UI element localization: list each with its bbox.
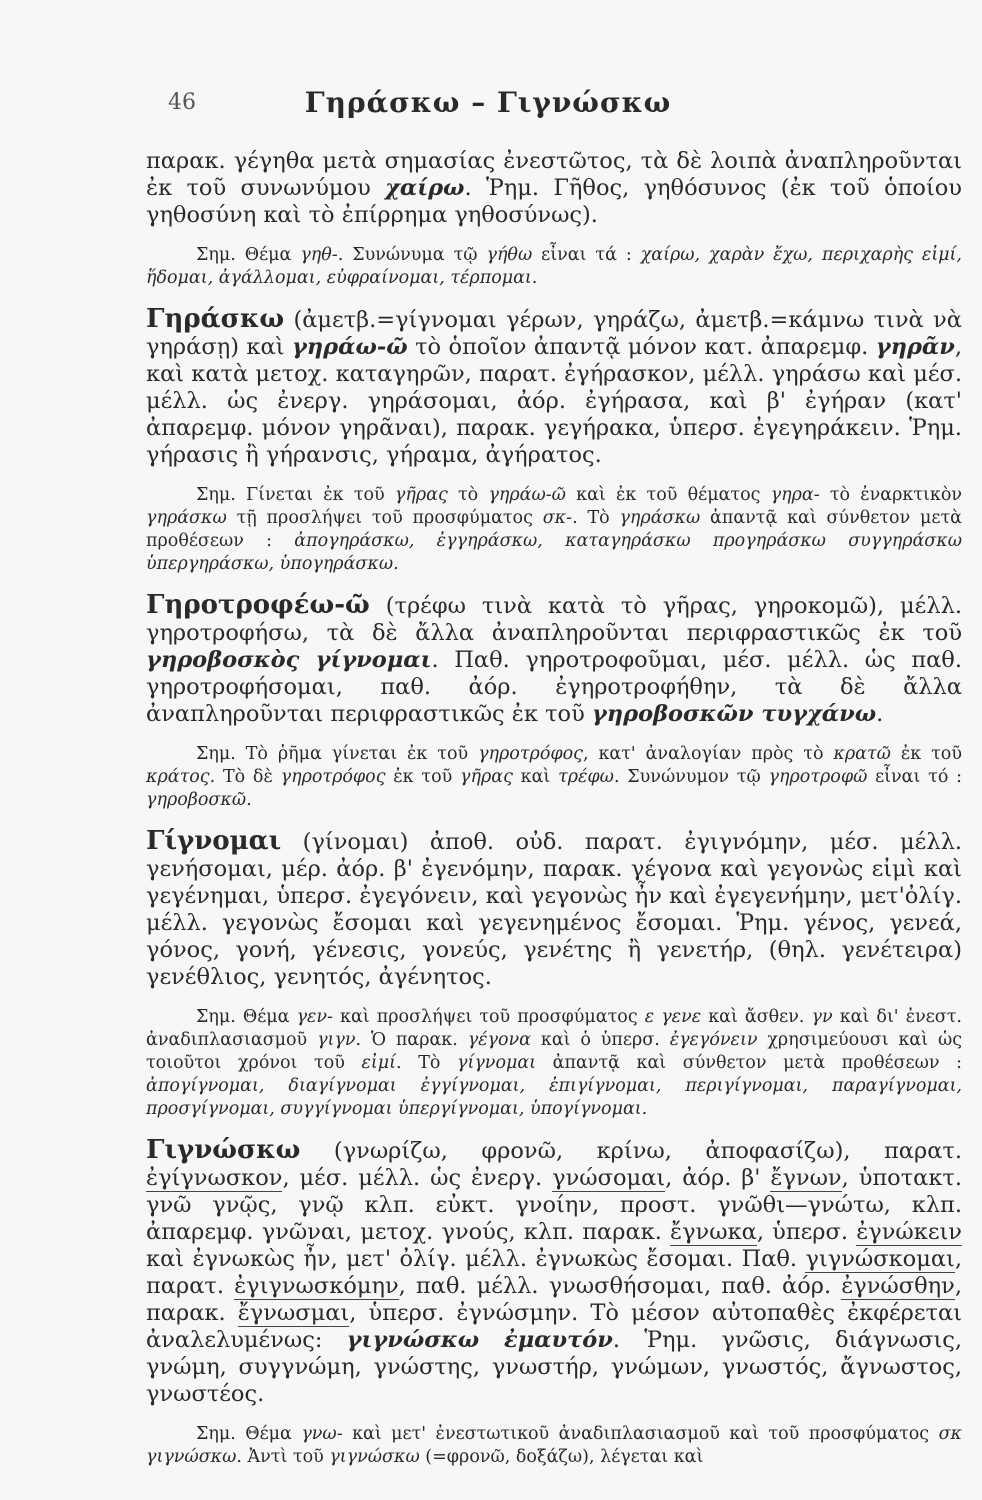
text-run: καὶ ἄσθεν.: [701, 1007, 812, 1027]
headword: Γιγνώσκω: [146, 1135, 301, 1165]
underlined-form: γιγνώσκομαι: [805, 1246, 955, 1272]
italic-term: σκ-: [542, 508, 573, 528]
note-paragraph: [146, 1006, 962, 1121]
text-run: , ἀόρ. β': [665, 1165, 771, 1191]
text-run: . Ῥημ. γνῶσις, διάγνωσις, γνώμη, συγγνώμη, γνώστης, γνωστήρ, γνώμων, γνωστός, ἄγνωστος, γνωστέος.: [146, 1327, 963, 1407]
italic-term: γηράσκω: [619, 508, 701, 528]
entry-paragraph: [146, 828, 962, 991]
italic-term: γιγν: [317, 1030, 356, 1050]
italic-term: γέγονα: [467, 1030, 531, 1050]
italic-term: γιγνώσκω: [329, 1447, 420, 1467]
italic-term: γηράω-ῶ: [488, 485, 566, 505]
note-paragraph: [146, 1423, 962, 1469]
text-run: καὶ δι' ἐνεστ. ἀναδιπλασιασμοῦ: [146, 1007, 962, 1050]
text-run: , μέσ. μέλλ. ὡς ἐνεργ.: [282, 1165, 553, 1191]
text-run: , παρακ.: [146, 1273, 962, 1326]
italic-term: γν: [811, 1007, 833, 1027]
text-run: (γίνομαι) ἀποθ. οὐδ. παρατ. ἐγιγνόμην, μέσ. μέλλ. γενήσομαι, μέρ. ἀόρ. β' ἐγενόμην, παρακ. γέγονα καὶ γεγονὼς εἰμὶ καὶ γεγένημαι, ὑπερσ. ἐγεγόνειν, καὶ γεγονὼς ἦν καὶ ἐγεγενήμην, μετ'ὀλίγ. μέλλ. γεγονὼς ἔσομαι καὶ γεγενημένος ἔσομαι. Ῥημ. γένος, γενεά, γόνος, γονή, γένεσις, γονεύς, γενέτης ἢ γενετήρ, (θηλ. γενέτειρα) γενέθλιος, γενητός, ἀγένητος.: [146, 829, 962, 990]
italic-term: σκ: [938, 1424, 962, 1444]
text-run: εἶναι τά :: [532, 245, 641, 265]
text-run: , παρατ.: [146, 1246, 962, 1299]
italic-term: γήθω: [486, 245, 533, 265]
text-run: καὶ: [512, 767, 559, 787]
text-run: Σημ. Θέμα: [196, 245, 301, 265]
text-run: . Τὸ: [396, 1053, 458, 1073]
running-head: Γηράσκω – Γιγνώσκω: [304, 86, 672, 119]
text-run: Σημ. Θέμα: [196, 1424, 302, 1444]
bold-italic-term: γηροβοσκὸς γίγνομαι: [146, 647, 432, 673]
italic-term: ἀπογηράσκω, ἐγγηράσκω, καταγηράσκω προγηράσκω συγγηράσκω ὑπεργηράσκω, ὑπογηράσκω.: [146, 531, 962, 574]
text-run: ἀπαντᾷ καὶ σύνθετον μετὰ προθέσεων :: [146, 508, 962, 551]
text-run: . Παθ. γηροτροφοῦμαι, μέσ. μέλλ. ὡς παθ. γηροτροφήσομαι, παθ. ἀόρ. ἐγηροτροφήθην, τὰ δὲ ἄλλα ἀναπληροῦνται περιφραστικῶς ἐκ τοῦ: [146, 647, 962, 727]
text-run: , ὑπερσ. ἐγνώσμην. Τὸ μέσον αὐτοπαθὲς ἐκφέρεται ἀναλελυμένως:: [146, 1300, 962, 1353]
page-number: 46: [168, 90, 196, 115]
text-run: Σημ. Θέμα: [196, 1007, 297, 1027]
italic-term: κράτος: [146, 767, 210, 787]
bold-italic-term: γιγνώσκω ἐμαυτόν: [346, 1327, 613, 1353]
text-run: καὶ προσλήψει τοῦ προσφύματος: [332, 1007, 645, 1027]
italic-term: γηροτροφῶ: [768, 767, 868, 787]
text-run: ἀπαντᾷ καὶ σύνθετον μετὰ προθέσεων :: [536, 1053, 963, 1073]
note-paragraph: [146, 484, 962, 576]
italic-term: γενε: [661, 1007, 702, 1027]
text-run: καὶ ἐκ τοῦ θέματος: [565, 485, 771, 505]
italic-term: γηροτρόφος: [280, 767, 386, 787]
bold-italic-term: γηροβοσκῶν τυγχάνω: [591, 701, 877, 727]
entries-body: [146, 148, 962, 1485]
text-run: .: [246, 790, 252, 810]
bold-italic-term: χαίρω: [385, 175, 465, 201]
underlined-form: ἐγίγνωσκον: [146, 1165, 283, 1191]
underlined-form: γνώσομαι: [552, 1165, 666, 1191]
italic-term: ε: [644, 1007, 655, 1027]
text-run: εἶναι τό :: [867, 767, 963, 787]
text-run: , καὶ κατὰ μετοχ. καταγηρῶν, παρατ. ἐγήρασκον, μέλλ. γηράσω καὶ μέσ. μέλλ. ὡς ἐνεργ. γηράσομαι, ἀόρ. ἐγήρασα, καὶ β' ἐγήραν (κατ' ἀπαρεμφ. μόνον γηρᾶναι), παρακ. γεγήρακα, ὑπερσ. ἐγεγηράκειν. Ῥημ. γήρασις ἢ γήρανσις, γήραμα, ἀγήρατος.: [146, 334, 962, 468]
text-run: Σημ. Γίνεται ἐκ τοῦ: [196, 485, 395, 505]
underlined-form: ἔγνωσμαι: [237, 1300, 350, 1326]
underlined-form: ἔγνωκα: [670, 1219, 757, 1245]
text-run: καὶ ἐγνωκὼς ἦν, μετ' ὀλίγ. μέλλ. ἐγνωκὼς ἔσομαι. Παθ.: [146, 1246, 806, 1272]
entry-paragraph: [146, 306, 962, 469]
italic-term: γῆρας: [394, 485, 448, 505]
italic-term: γεν-: [296, 1007, 333, 1027]
italic-term: τρέφω: [558, 767, 614, 787]
note-paragraph: [146, 743, 962, 812]
underlined-form: ἔγνων: [770, 1165, 842, 1191]
italic-term: γηροβοσκῶ: [146, 790, 247, 810]
text-run: καὶ μετ' ἐνεστωτικοῦ ἀναδιπλασιασμοῦ καὶ τοῦ προσφύματος: [342, 1424, 939, 1444]
text-run: , ὑπερσ.: [756, 1219, 857, 1245]
text-run: καὶ ὁ ὑπερσ.: [531, 1030, 670, 1050]
text-run: τὸ ὁποῖον ἀπαντᾷ μόνον κατ. ἀπαρεμφ.: [407, 334, 876, 360]
bold-italic-term: γηράω-ῶ: [291, 334, 408, 360]
text-run: τὸ ἐναρκτικὸν: [819, 485, 963, 505]
italic-term: εἰμί: [361, 1053, 397, 1073]
entry-paragraph: [146, 592, 962, 728]
text-run: Σημ. Τὸ ῥῆμα γίνεται ἐκ τοῦ: [196, 744, 479, 764]
italic-term: ἀπογίγνομαι, διαγίγνομαι ἐγγίγνομαι, ἐπιγίγνομαι, περιγίγνομαι, παραγίγνομαι, προσγίγνομαι, συγγίγνομαι ὑπεργίγνομαι, ὑπογίγνομαι.: [146, 1076, 962, 1119]
headword: Γίγνομαι: [146, 826, 282, 856]
page-header: [168, 84, 808, 124]
italic-term: γῆρας: [460, 767, 513, 787]
italic-term: γηρα-: [770, 485, 820, 505]
headword: Γηροτροφέω-ῶ: [146, 590, 370, 620]
text-run: . Συνώνυμα τῷ: [337, 245, 487, 265]
underlined-form: ἐγνώσθην: [841, 1273, 955, 1299]
text-run: . Τὸ: [572, 508, 620, 528]
entry-paragraph: [146, 148, 962, 229]
underlined-form: ἐγιγνωσκόμην: [234, 1273, 399, 1299]
text-run: . Ῥημ. Γῆθος, γηθόσυνος (ἐκ τοῦ ὁποίου γηθοσύνη καὶ τὸ ἐπίρρημα γηθοσύνως).: [146, 175, 962, 228]
text-run: χρησιμεύουσι καὶ ὡς τοιοῦτοι χρόνοι τοῦ: [146, 1030, 963, 1073]
underlined-form: ἐγνώκειν: [856, 1219, 962, 1245]
text-run: , παθ. μέλλ. γνωσθήσομαι, παθ. ἀόρ.: [398, 1273, 842, 1299]
headword: Γηράσκω: [146, 304, 285, 334]
text-run: (γνωρίζω, φρονῶ, κρίνω, ἀποφασίζω), παρατ.: [300, 1138, 962, 1164]
text-run: , ὑποτακτ. γνῶ γνῷς, γνῷ κλπ. εὐκτ. γνοίην, προστ. γνῶθι—γνώτω, κλπ. ἀπαρεμφ. γνῶναι, μετοχ. γνούς, κλπ. παρακ.: [146, 1165, 963, 1245]
text-run: τὸ: [447, 485, 489, 505]
italic-term: ἐγεγόνειν: [669, 1030, 758, 1050]
text-run: . Ἀντὶ τοῦ: [236, 1447, 330, 1467]
italic-term: γηροτρόφος: [478, 744, 583, 764]
italic-term: γηθ-: [300, 245, 338, 265]
note-paragraph: [146, 244, 962, 290]
italic-term: γηράσκω: [146, 508, 227, 528]
italic-term: γίγνομαι: [457, 1053, 537, 1073]
text-run: . Τὸ δὲ: [209, 767, 281, 787]
bold-italic-term: γηρᾶν: [875, 334, 955, 360]
text-run: .: [876, 701, 884, 727]
text-run: (τρέφω τινὰ κατὰ τὸ γῆρας, γηροκομῶ), μέλλ. γηροτροφήσω, τὰ δὲ ἄλλα ἀναπληροῦνται περιφραστικῶς ἐκ τοῦ: [146, 593, 962, 646]
italic-term: γιγνώσκω: [146, 1447, 237, 1467]
italic-term: κρατῶ: [833, 744, 891, 764]
text-run: ἐκ τοῦ: [385, 767, 461, 787]
text-run: (=φρονῶ, δοξάζω), λέγεται καὶ: [419, 1447, 704, 1467]
text-run: . Ὁ παρακ.: [355, 1030, 468, 1050]
text-run: ἐκ τοῦ: [890, 744, 962, 764]
text-run: . Συνώνυμον τῷ: [613, 767, 769, 787]
text-run: , κατ' ἀναλογίαν πρὸς τὸ: [582, 744, 834, 764]
text-run: παρακ. γέγηθα μετὰ σημασίας ἐνεστῶτος, τὰ δὲ λοιπὰ ἀναπληροῦνται ἐκ τοῦ συνωνύμου: [146, 148, 962, 201]
text-run: (ἀμετβ.=γίγνομαι γέρων, γηράζω, ἀμετβ.=κάμνω τινὰ νὰ γηράσῃ) καὶ: [146, 307, 962, 360]
entry-paragraph: [146, 1137, 962, 1408]
italic-term: χαίρω, χαρὰν ἔχω, περιχαρὴς εἰμί, ἥδομαι, ἀγάλλομαι, εὐφραίνομαι, τέρπομαι.: [146, 245, 962, 288]
text-run: τῇ προσλήψει τοῦ προσφύματος: [226, 508, 543, 528]
italic-term: γνω-: [301, 1424, 343, 1444]
